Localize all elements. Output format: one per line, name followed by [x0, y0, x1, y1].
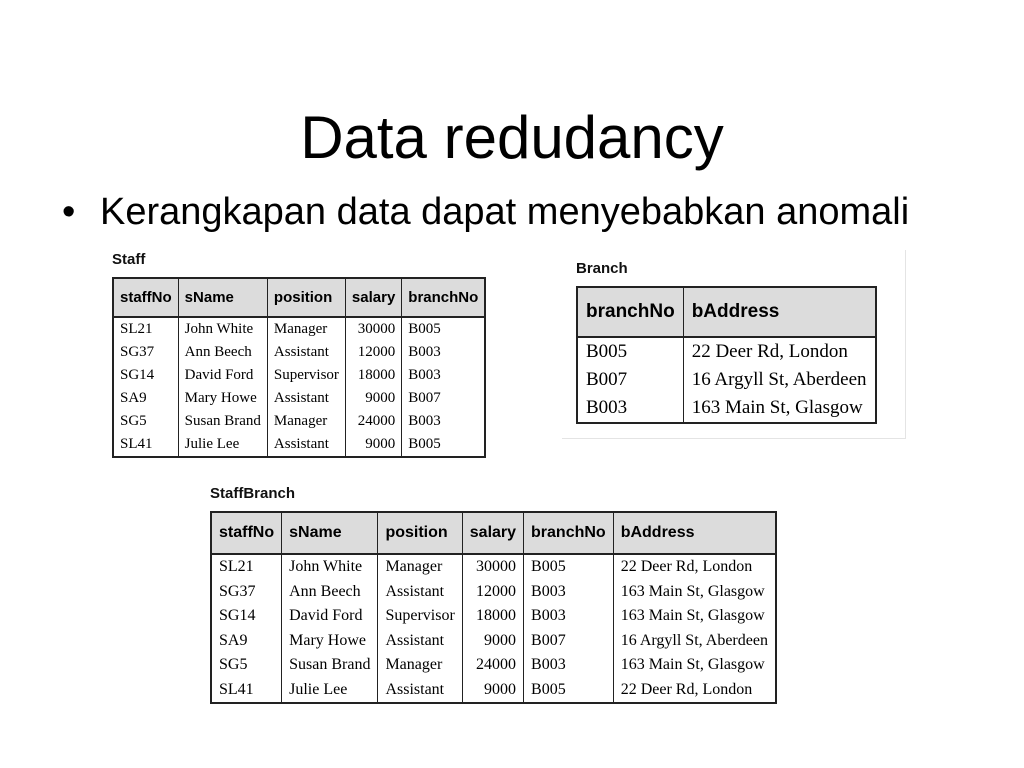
- cell-baddress: 16 Argyll St, Aberdeen: [683, 366, 875, 394]
- cell-branchno: B005: [577, 337, 683, 366]
- cell-branchno: B007: [577, 366, 683, 394]
- column-header-branchno: branchNo: [577, 287, 683, 337]
- cell-baddress: 163 Main St, Glasgow: [613, 580, 776, 605]
- table-row: [113, 410, 485, 433]
- table-row: [577, 394, 876, 423]
- cell-branchno: B005: [524, 554, 614, 580]
- cell-salary: 12000: [462, 580, 523, 605]
- cell-branchno: B007: [402, 387, 486, 410]
- cell-branchno: B005: [402, 433, 486, 457]
- column-header-salary: salary: [462, 512, 523, 554]
- cell-sname: Mary Howe: [282, 629, 378, 654]
- cell-branchno: B005: [524, 678, 614, 704]
- cell-position: Manager: [378, 554, 462, 580]
- bullet-text: Kerangkapan data dapat menyebabkan anomali: [100, 191, 910, 233]
- column-header-sname: sName: [282, 512, 378, 554]
- cell-staffno: SA9: [113, 387, 178, 410]
- column-header-branchno: branchNo: [402, 278, 486, 317]
- cell-baddress: 22 Deer Rd, London: [613, 554, 776, 580]
- table-row: [113, 433, 485, 457]
- column-header-salary: salary: [345, 278, 401, 317]
- cell-sname: Julie Lee: [282, 678, 378, 704]
- cell-sname: Mary Howe: [178, 387, 267, 410]
- cell-sname: Susan Brand: [282, 653, 378, 678]
- cell-salary: 9000: [345, 433, 401, 457]
- bullet-point: [62, 188, 909, 236]
- cell-branchno: B007: [524, 629, 614, 654]
- cell-position: Assistant: [267, 387, 345, 410]
- cell-salary: 12000: [345, 341, 401, 364]
- cell-baddress: 22 Deer Rd, London: [613, 678, 776, 704]
- column-header-staffno: staffNo: [211, 512, 282, 554]
- table-row: [577, 337, 876, 366]
- cell-position: Assistant: [267, 433, 345, 457]
- cell-position: Assistant: [267, 341, 345, 364]
- cell-staffno: SL21: [113, 317, 178, 341]
- cell-salary: 18000: [345, 364, 401, 387]
- slide-title: Data redudancy: [300, 104, 724, 172]
- staff-table: [112, 277, 486, 458]
- cell-position: Assistant: [378, 629, 462, 654]
- table-row: [113, 317, 485, 341]
- column-header-sname: sName: [178, 278, 267, 317]
- cell-staffno: SG5: [211, 653, 282, 678]
- cell-baddress: 16 Argyll St, Aberdeen: [613, 629, 776, 654]
- cell-staffno: SG14: [113, 364, 178, 387]
- table-row: [577, 366, 876, 394]
- cell-branchno: B003: [402, 410, 486, 433]
- column-header-position: position: [378, 512, 462, 554]
- cell-sname: David Ford: [178, 364, 267, 387]
- cell-baddress: 22 Deer Rd, London: [683, 337, 875, 366]
- cell-baddress: 163 Main St, Glasgow: [613, 604, 776, 629]
- cell-staffno: SA9: [211, 629, 282, 654]
- bullet-icon: •: [62, 191, 76, 233]
- cell-sname: David Ford: [282, 604, 378, 629]
- column-header-baddress: bAddress: [683, 287, 875, 337]
- cell-salary: 18000: [462, 604, 523, 629]
- column-header-baddress: bAddress: [613, 512, 776, 554]
- staff-table-block: [112, 251, 486, 458]
- cell-position: Supervisor: [267, 364, 345, 387]
- column-header-branchno: branchNo: [524, 512, 614, 554]
- table-header-row: [577, 287, 876, 337]
- staff-table-caption: Staff: [112, 251, 146, 268]
- cell-branchno: B003: [524, 580, 614, 605]
- table-row: [211, 580, 776, 605]
- cell-position: Assistant: [378, 580, 462, 605]
- table-row: [211, 554, 776, 580]
- table-row: [113, 341, 485, 364]
- cell-sname: John White: [282, 554, 378, 580]
- cell-staffno: SG37: [211, 580, 282, 605]
- branch-table-caption: Branch: [576, 260, 628, 277]
- cell-sname: Ann Beech: [178, 341, 267, 364]
- table-row: [211, 604, 776, 629]
- column-header-staffno: staffNo: [113, 278, 178, 317]
- staffbranch-table-block: [210, 485, 777, 704]
- cell-baddress: 163 Main St, Glasgow: [683, 394, 875, 423]
- table-header-row: [113, 278, 485, 317]
- cell-staffno: SG37: [113, 341, 178, 364]
- cell-position: Assistant: [378, 678, 462, 704]
- table-row: [211, 678, 776, 704]
- cell-salary: 9000: [462, 678, 523, 704]
- table-row: [211, 629, 776, 654]
- cell-sname: Ann Beech: [282, 580, 378, 605]
- branch-table: [576, 286, 877, 424]
- cell-staffno: SL21: [211, 554, 282, 580]
- column-header-position: position: [267, 278, 345, 317]
- cell-salary: 9000: [345, 387, 401, 410]
- cell-staffno: SL41: [211, 678, 282, 704]
- cell-salary: 24000: [462, 653, 523, 678]
- cell-sname: Susan Brand: [178, 410, 267, 433]
- cell-salary: 30000: [462, 554, 523, 580]
- cell-branchno: B003: [402, 364, 486, 387]
- cell-branchno: B003: [524, 653, 614, 678]
- cell-branchno: B003: [524, 604, 614, 629]
- branch-table-block: [562, 250, 906, 439]
- cell-staffno: SL41: [113, 433, 178, 457]
- cell-branchno: B003: [402, 341, 486, 364]
- cell-position: Manager: [267, 317, 345, 341]
- cell-staffno: SG5: [113, 410, 178, 433]
- cell-position: Manager: [267, 410, 345, 433]
- cell-staffno: SG14: [211, 604, 282, 629]
- table-row: [211, 653, 776, 678]
- cell-salary: 30000: [345, 317, 401, 341]
- table-header-row: [211, 512, 776, 554]
- table-row: [113, 364, 485, 387]
- cell-branchno: B005: [402, 317, 486, 341]
- cell-position: Manager: [378, 653, 462, 678]
- cell-branchno: B003: [577, 394, 683, 423]
- staffbranch-table-caption: StaffBranch: [210, 485, 296, 502]
- table-row: [113, 387, 485, 410]
- cell-sname: John White: [178, 317, 267, 341]
- cell-baddress: 163 Main St, Glasgow: [613, 653, 776, 678]
- cell-position: Supervisor: [378, 604, 462, 629]
- cell-salary: 9000: [462, 629, 523, 654]
- staffbranch-table: [210, 511, 777, 704]
- cell-salary: 24000: [345, 410, 401, 433]
- cell-sname: Julie Lee: [178, 433, 267, 457]
